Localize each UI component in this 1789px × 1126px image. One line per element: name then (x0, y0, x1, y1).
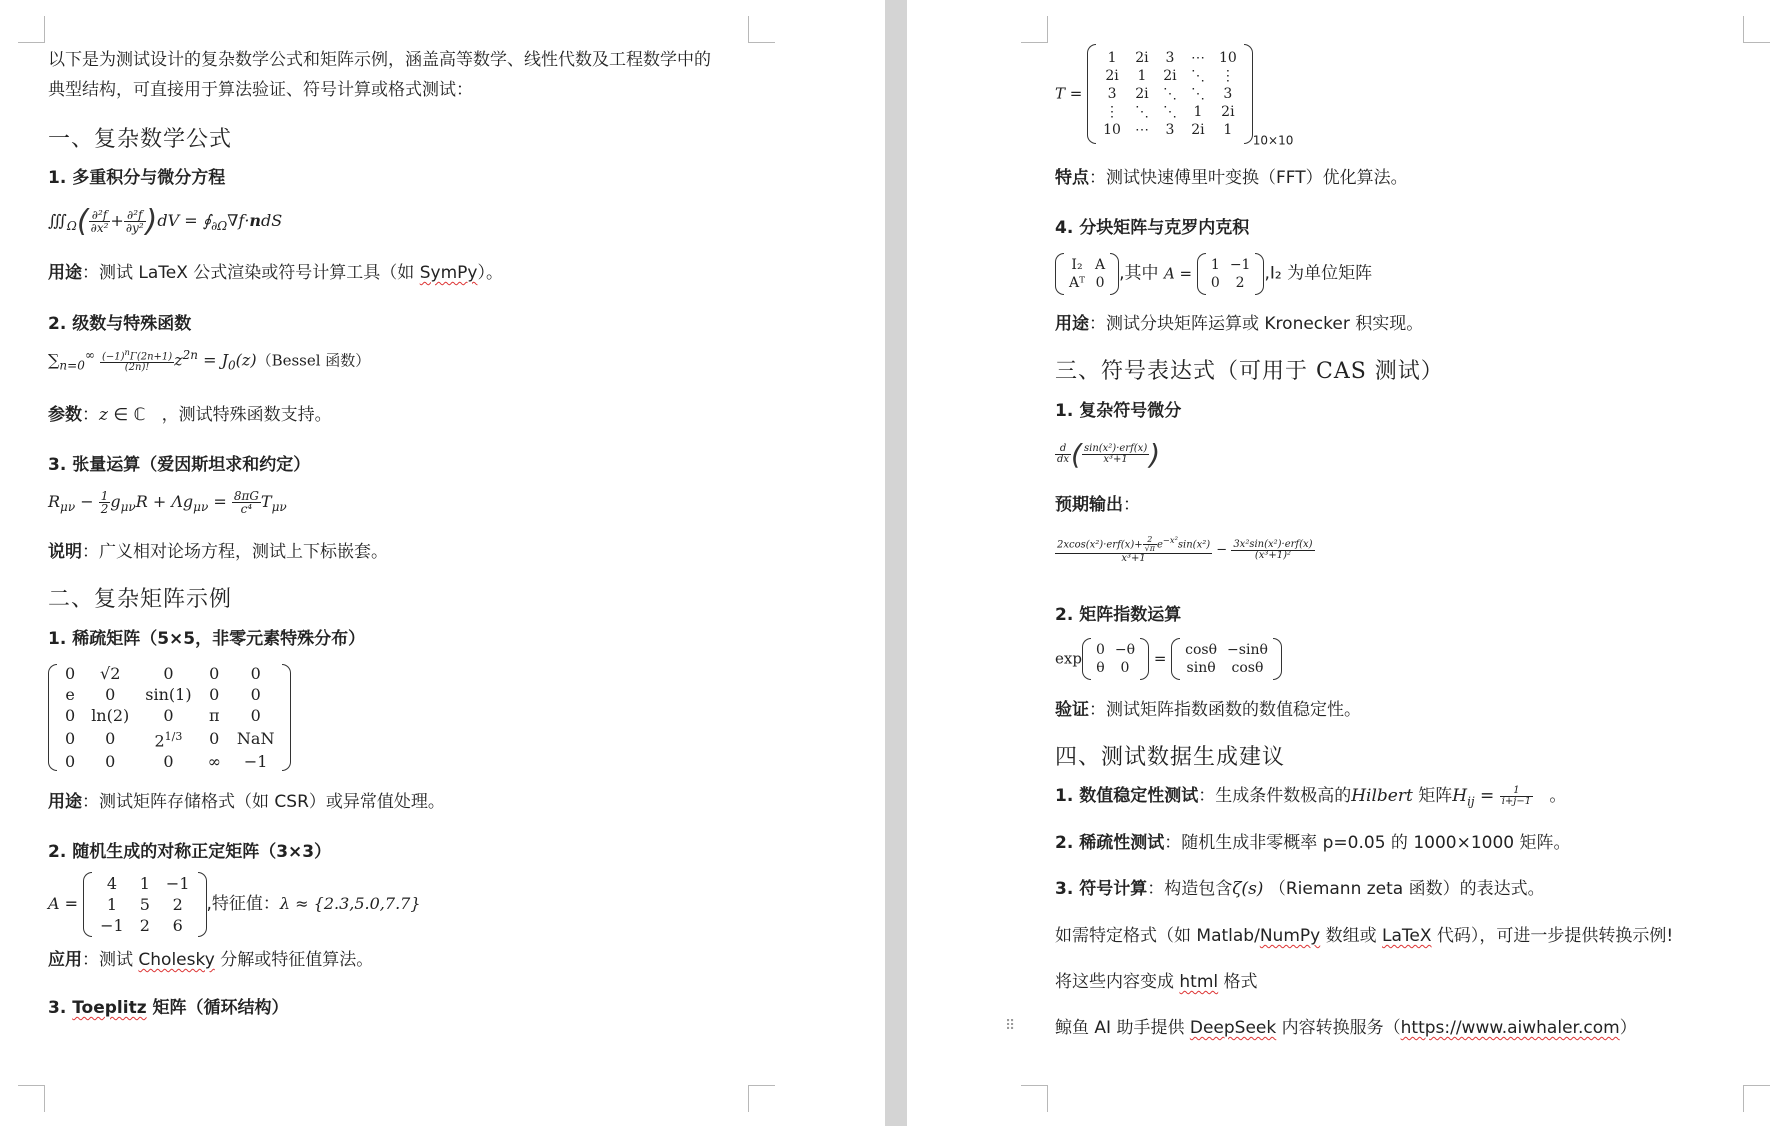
matrix-cell: θ (1096, 660, 1105, 676)
matrix-cell: I₂ (1071, 257, 1083, 273)
crop-mark (1743, 16, 1770, 43)
item-3-desc: 说明：广义相对论场方程，测试上下标嵌套。 (48, 542, 388, 562)
item-1-heading: 1. 多重积分与微分方程 (48, 168, 226, 188)
matrix-cell: −1 (1229, 257, 1251, 273)
matrix-row (92, 894, 197, 915)
matrix-row (1206, 274, 1256, 292)
matrix-cell: sin(1) (145, 685, 192, 704)
crop-mark (1021, 16, 1048, 43)
matrix-cell: 1 (1193, 104, 1203, 120)
intro-paragraph: 以下是为测试设计的复杂数学公式和矩阵示例，涵盖高等数学、线性代数及工程数学中的 典型结构，可直接用于算法验证、符号计算或格式测试： (48, 50, 711, 100)
formula-series: $\sum_{n=0}^\infty$ $\frac{(-1)^n\Gamma(2n+1)}{(2n)!}$ $z^{2n}$ = $J_0(z)(Bessel$ 函数） (48, 347, 371, 374)
block-matrix-formula: I₂ A Aᵀ 0 ,其中 A = 1 −1 0 2 ,I₂ 为单位矩阵 (1055, 253, 1372, 295)
sym-1-expected: 预期输出： (1055, 495, 1140, 515)
matrix-cell: ⋱ (1134, 104, 1149, 120)
matrix-cell: 2i (1135, 86, 1149, 102)
matrix-cell: 5 (139, 895, 150, 914)
matrix-row (57, 726, 282, 751)
matrix-1-heading: 1. 稀疏矩阵（5×5，非零元素特殊分布） (48, 629, 366, 649)
matrix-cell: 0 (250, 706, 261, 725)
document-page-1 (0, 0, 885, 1126)
matrix-cell: 2 (139, 916, 150, 935)
crop-mark (748, 16, 775, 43)
matrix-cell: 0 (209, 685, 220, 704)
matrix-cell: ⋮ (1220, 68, 1235, 84)
matrix-cell: 2 (1235, 275, 1245, 291)
matrix-cell: 0 (1095, 642, 1105, 658)
crop-mark (748, 1085, 775, 1112)
matrix-2-application: 应用：测试 Cholesky 分解或特征值算法。 (48, 950, 374, 970)
matrix-cell: sinθ (1186, 660, 1216, 676)
spd-matrix-formula: A = 4 1 −1 1 5 2 −1 2 6,特征值：λ ≈ {2.3,5.0,7.7} (48, 874, 421, 935)
crop-mark (1021, 1085, 1048, 1112)
matrix-row (1064, 274, 1110, 292)
matrix-cell: $2^{1/3}$ (154, 730, 183, 751)
matrix-cell: 0 (163, 752, 174, 772)
matrix-row (1096, 49, 1244, 67)
matrix-cell: 0 (1120, 660, 1130, 676)
matrix-cell: 0 (105, 729, 116, 749)
matrix-cell: 0 (65, 752, 76, 772)
matrix-cell: 0 (163, 706, 174, 725)
matrix-cell: 0 (250, 685, 261, 704)
matrix-row (57, 751, 282, 772)
matrix-cell: e (65, 685, 75, 704)
section-3-heading: 三、符号表达式（可用于 CAS 测试） (1055, 359, 1444, 384)
formula-derivative: $\frac{d}{dx}$ ( $\frac{\text{sin(x²)·erf(x)}}{\text{x³+1}}$ ) (1057, 438, 1161, 471)
sym-1-heading: 1. 复杂符号微分 (1055, 401, 1182, 421)
matrix-cell: 0 (65, 664, 76, 683)
matrix-cell: 0 (250, 664, 261, 683)
matrix-cell: ⋱ (1162, 104, 1177, 120)
matrix-row (57, 663, 282, 684)
matrix-cell: −θ (1114, 642, 1136, 658)
sym-2-heading: 2. 矩阵指数运算 (1055, 605, 1182, 625)
matrix-row (1180, 659, 1273, 677)
matrix-cell: NaN (236, 729, 275, 749)
footer-link[interactable]: https://www.aiwhaler.com (1400, 1018, 1620, 1038)
crop-mark (18, 16, 45, 43)
matrix-cell: 2 (172, 895, 183, 914)
matrix-cell: 0 (65, 729, 76, 749)
matrix-cell: 3 (1107, 86, 1117, 102)
matrix-cell: ⋯ (1190, 50, 1205, 66)
matrix-row (92, 873, 197, 894)
matrix-cell: 0 (65, 706, 76, 725)
crop-mark (18, 1085, 45, 1112)
matrix-cell: −1 (243, 752, 268, 772)
matrix-row (1096, 103, 1244, 121)
matrix-cell: −1 (165, 874, 190, 893)
matrix-cell: 1 (1107, 50, 1117, 66)
matrix-cell: 10 (1103, 122, 1121, 138)
matrix-row (1206, 256, 1256, 274)
formula-integral: $∭_\Omega$( $\frac{\text{∂²f}}{\text{∂x²}}$ + $\frac{\text{∂²f}}{\text{∂y²}}$ )$dV = ∮_{\partial\Omega}\nabla f\cdot ndS$ (48, 204, 283, 239)
formula-einstein: $R_{\mu\nu}$ − $\frac{1}{2}$ $g_{\mu\nu}R + \Lambda g_{\mu\nu}$ = $\frac{8\pi G}{\text{c⁴}}$ $T_{\mu\nu}$ (48, 489, 287, 516)
matrix-cell: 2i (1221, 104, 1235, 120)
matrix-row (1091, 659, 1140, 677)
matrix-cell: A (1095, 257, 1106, 273)
matrix-row (1096, 67, 1244, 85)
section-1-heading: 一、复杂数学公式 (48, 127, 233, 152)
matrix-cell: 0 (209, 729, 220, 749)
toeplitz-matrix-formula: T = 1 2i 3 ⋯ 10 2i 1 2i ⋱ ⋮ 3 2i ⋱ ⋱ 3 ⋮ ⋱ ⋱ 1 2i 10 ⋯ 3 2i $1_{10\times 10}$ (1055, 44, 1293, 148)
matrix-cell: 1 (1223, 122, 1233, 138)
formula-matrix-exp: exp 0 −θ θ 0 = cosθ −sinθ sinθ cosθ (1055, 638, 1282, 680)
matrix-cell: Aᵀ (1069, 275, 1085, 291)
item-4-usage: 用途：测试分块矩阵运算或 Kronecker 积实现。 (1055, 314, 1424, 334)
matrix-cell: 0 (1210, 275, 1220, 291)
matrix-cell: 0 (1095, 275, 1105, 291)
item-4-heading: 4. 分块矩阵与克罗内克积 (1055, 218, 1250, 238)
toeplitz-feature: 特点：测试快速傅里叶变换（FFT）优化算法。 (1055, 168, 1408, 188)
matrix-cell: √2 (100, 664, 121, 683)
matrix-cell: cosθ (1231, 660, 1264, 676)
matrix-cell: cosθ (1185, 642, 1218, 658)
matrix-cell: 2i (1191, 122, 1205, 138)
matrix-cell: 1 (1137, 68, 1147, 84)
matrix-cell: 3 (1223, 86, 1233, 102)
matrix-row (1096, 85, 1244, 103)
matrix-row (1180, 641, 1273, 659)
matrix-cell: ⋯ (1134, 122, 1149, 138)
suggestion-3: 3. 符号计算：构造包含ζ(s) （Riemann zeta 函数）的表达式。 (1055, 879, 1545, 899)
drag-handle-icon[interactable]: ⠿ (1005, 1018, 1016, 1034)
matrix-cell: ⋮ (1105, 104, 1120, 120)
suggestion-2: 2. 稀疏性测试：随机生成非零概率 p=0.05 的 1000×1000 矩阵。 (1055, 833, 1571, 853)
matrix-row (57, 684, 282, 705)
matrix-row (57, 705, 282, 726)
matrix-1-usage: 用途：测试矩阵存储格式（如 CSR）或异常值处理。 (48, 792, 445, 812)
matrix-cell: 4 (106, 874, 118, 893)
crop-mark (1743, 1085, 1770, 1112)
matrix-cell: ⋱ (1190, 86, 1205, 102)
matrix-cell: −sinθ (1227, 642, 1268, 658)
matrix-3-heading: 3. Toeplitz 矩阵（循环结构） (48, 998, 289, 1018)
matrix-row (1096, 121, 1244, 139)
matrix-cell: 6 (172, 916, 183, 935)
matrix-cell: 3 (1165, 50, 1175, 66)
matrix-row (92, 915, 197, 936)
suggestion-1: 1. 数值稳定性测试：生成条件数极高的Hilbert 矩阵$H_{ij}$ = $\frac{1}{i+j-1}$ 。 (1055, 785, 1567, 809)
matrix-cell: ⋱ (1162, 86, 1177, 102)
matrix-cell: 3 (1165, 122, 1175, 138)
section-4-heading: 四、测试数据生成建议 (1055, 745, 1286, 770)
page-gap (885, 0, 907, 1126)
matrix-cell: ln(2) (91, 706, 130, 725)
item-2-param: 参数：z ∈ ℂ ，测试特殊函数支持。 (48, 405, 332, 425)
item-3-heading: 3. 张量运算（爱因斯坦求和约定） (48, 455, 311, 475)
matrix-row (1064, 256, 1110, 274)
matrix-row (1091, 641, 1140, 659)
formula-expected-output: 2xcos(x²)·erf(x)+ $\frac{2}{√\pi}$ $e^{-x^2}\sin(x^2)$ x³+1 − $\frac{\text{3x²sin(x²)·erf(x)}}{\text{(x³+1)²}}$ (1057, 535, 1313, 565)
matrix-cell: ⋱ (1190, 68, 1205, 84)
matrix-cell: ∞ (207, 752, 221, 772)
matrix-cell: 1 (139, 874, 150, 893)
footer-paragraph: 鲸鱼 AI 助手提供 DeepSeek 内容转换服务（https://www.aiwhaler.com） (1055, 1018, 1637, 1038)
item-2-heading: 2. 级数与特殊函数 (48, 314, 192, 334)
sparse-matrix (48, 663, 291, 772)
matrix-cell: π (208, 706, 220, 725)
matrix-cell: 1 (106, 895, 118, 914)
document-page-2 (907, 0, 1789, 1126)
matrix-cell: −1 (100, 916, 124, 935)
convert-paragraph: 将这些内容变成 html 格式 (1055, 972, 1258, 992)
matrix-cell: 1 (1210, 257, 1220, 273)
matrix-cell: 2i (1135, 50, 1149, 66)
matrix-cell: 0 (105, 752, 116, 772)
sym-2-verify: 验证：测试矩阵指数函数的数值稳定性。 (1055, 700, 1361, 720)
matrix-cell: 2i (1163, 68, 1177, 84)
section-2-heading: 二、复杂矩阵示例 (48, 587, 233, 612)
matrix-cell: 0 (163, 664, 174, 683)
matrix-cell: 0 (105, 685, 116, 704)
matrix-cell: 2i (1105, 68, 1119, 84)
matrix-2-heading: 2. 随机生成的对称正定矩阵（3×3） (48, 842, 332, 862)
item-1-usage: 用途：测试 LaTeX 公式渲染或符号计算工具（如 SymPy）。 (48, 263, 503, 283)
matrix-cell: 10 (1218, 50, 1237, 66)
more-formats-paragraph: 如需特定格式（如 Matlab/NumPy 数组或 LaTeX 代码），可进一步提供转换示例! (1055, 926, 1674, 946)
matrix-cell: 0 (209, 664, 220, 683)
